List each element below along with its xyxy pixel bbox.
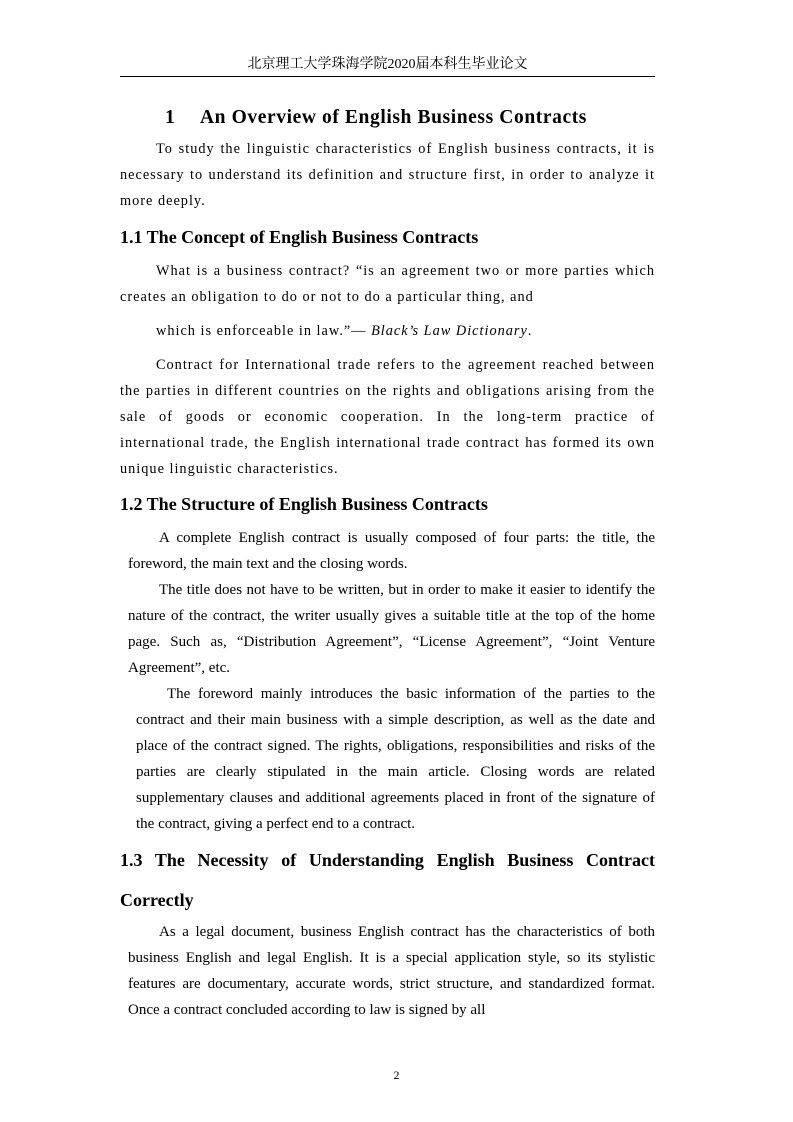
chapter-intro-paragraph: To study the linguistic characteristics of English business contracts, it is necessary to understand its definition and structure first, in order to analyze it more deeply.: [120, 141, 655, 209]
international-trade-paragraph: Contract for International trade refers to the agreement reached between the parties in different countries on the rights and obligations arising from the sale of goods or economic cooperation. In the long-term practice of international trade, the English international trade contract has formed its own unique linguistic characteristics.: [120, 357, 655, 477]
dictionary-citation: Black’s Law Dictionary: [371, 323, 528, 339]
necessity-paragraph: As a legal document, business English contract has the characteristics of both business English and legal English. It is a special application style, so its stylistic features are documentary, accurate words, strict structure, and standardized format. Once a contract concluded according to law is signed by all: [128, 924, 655, 1018]
definition-last-line: [120, 318, 655, 344]
section-1-2-heading: 1.2 The Structure of English Business Contracts: [120, 494, 488, 514]
section-1-3-heading-line-2: Correctly: [120, 890, 194, 910]
structure-paragraph-2: The title does not have to be written, but in order to make it easier to identify the nature of the contract, the writer usually gives a suitable title at the top of the home page. Such as, “Distribution Agreement”, “License Agreement”, “Joint Venture Agreement”, etc.: [128, 582, 655, 676]
header-rule: [120, 76, 655, 77]
chapter-title: An Overview of English Business Contracts: [200, 107, 587, 128]
section-1-3-heading-line-1: 1.3 The Necessity of Understanding English Business Contract: [120, 850, 655, 870]
definition-text: What is a business contract? “is an agreement two or more parties which creates an obligation to do or not to do a particular thing, and: [120, 263, 655, 305]
section-1-1-heading: 1.1 The Concept of English Business Contracts: [120, 227, 479, 247]
page-number: 2: [393, 1068, 400, 1082]
chapter-heading: [165, 103, 655, 133]
structure-paragraph-1: A complete English contract is usually composed of four parts: the title, the foreword, the main text and the closing words.: [128, 530, 655, 572]
citation-period: .: [527, 323, 533, 339]
page-body: [120, 103, 655, 1023]
running-header: 北京理工大学珠海学院2020届本科生毕业论文: [247, 57, 528, 72]
definition-paragraph: [120, 258, 655, 344]
definition-text-end: which is enforceable in law.”—: [156, 323, 367, 339]
chapter-number: 1: [165, 107, 176, 128]
structure-paragraph-3: The foreword mainly introduces the basic information of the parties to the contract and their main business with a simple description, as well as the date and place of the contract signed. The rights, obligations, responsibilities and risks of the parties are clearly stipulated in the main article. Closing words are related supplementary clauses and additional agreements placed in front of the signature of the contract, giving a perfect end to a contract.: [136, 686, 655, 832]
